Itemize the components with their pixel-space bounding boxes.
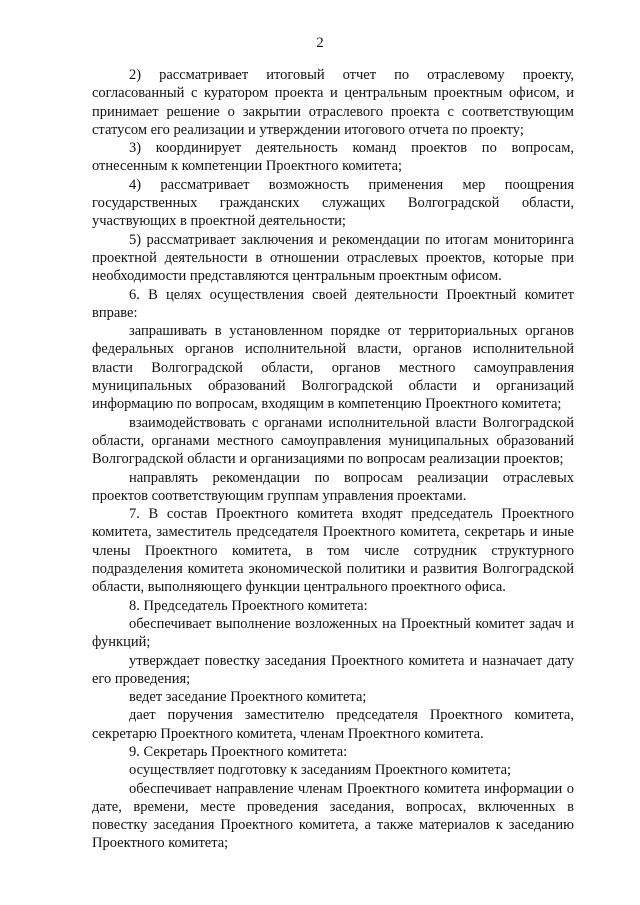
paragraph: направлять рекомендации по вопросам реализации отраслевых проектов соответствующим группам управления проектами.	[92, 469, 574, 504]
paragraph: 9. Секретарь Проектного комитета:	[129, 743, 348, 760]
paragraph: 3) координирует деятельность команд проектов по вопросам, отнесенным к компетенции Проектного комитета;	[92, 140, 574, 175]
paragraph: осуществляет подготовку к заседаниям Проектного комитета;	[129, 762, 512, 779]
paragraph: 5) рассматривает заключения и рекомендации по итогам мониторинга проектной деятельности в отношении отраслевых проектов, которые при необходимости представляются центральным проектным офисом.	[92, 231, 574, 285]
paragraph: 6. В целях осуществления своей деятельности Проектный комитет вправе:	[92, 286, 574, 321]
page-number: 2	[316, 35, 324, 51]
paragraph: 2) рассматривает итоговый отчет по отраслевому проекту, согласованный с куратором проекта и центральным проектным офисом, и принимает решение о закрытии отраслевого проекта с соответствующим статусом его реализации и утверждении итогового отчета по проекту;	[92, 67, 574, 138]
paragraph: обеспечивает направление членам Проектного комитета информации о дате, времени, месте проведения заседания, вопросах, включенных в повестку заседания Проектного комитета, а также материалов к заседанию Проектного комитета;	[92, 780, 574, 852]
paragraph: запрашивать в установленном порядке от территориальных органов федеральных органов исполнительной власти, органов исполнительной власти Волгоградской области, органов местного самоуправления муниципальных образований Волгоградской области и организаций информацию по вопросам, входящим в компетенцию Проектного комитета;	[92, 323, 574, 413]
paragraph: дает поручения заместителю председателя Проектного комитета, секретарю Проектного комитета, членам Проектного комитета.	[92, 707, 574, 742]
paragraph: 7. В состав Проектного комитета входят председатель Проектного комитета, заместитель председателя Проектного комитета, секретарь и иные члены Проектного комитета, в том числе сотрудник структурного подразделения комитета экономической политики и развития Волгоградской области, выполняющего функции центрального проектного офиса.	[92, 506, 574, 596]
document-body	[92, 66, 574, 853]
paragraph: 4) рассматривает возможность применения мер поощрения государственных гражданских служащих Волгоградской области, участвующих в проектной деятельности;	[92, 176, 574, 230]
paragraph: обеспечивает выполнение возложенных на Проектный комитет задач и функций;	[92, 615, 574, 651]
paragraph: взаимодействовать с органами исполнительной власти Волгоградской области, органами местного самоуправления муниципальных образований Волгоградской области и организациями по вопросам реализации проектов;	[92, 414, 574, 468]
paragraph: 8. Председатель Проектного комитета:	[129, 597, 368, 614]
paragraph: утверждает повестку заседания Проектного комитета и назначает дату его проведения;	[92, 652, 574, 687]
paragraph: ведет заседание Проектного комитета;	[129, 689, 367, 706]
